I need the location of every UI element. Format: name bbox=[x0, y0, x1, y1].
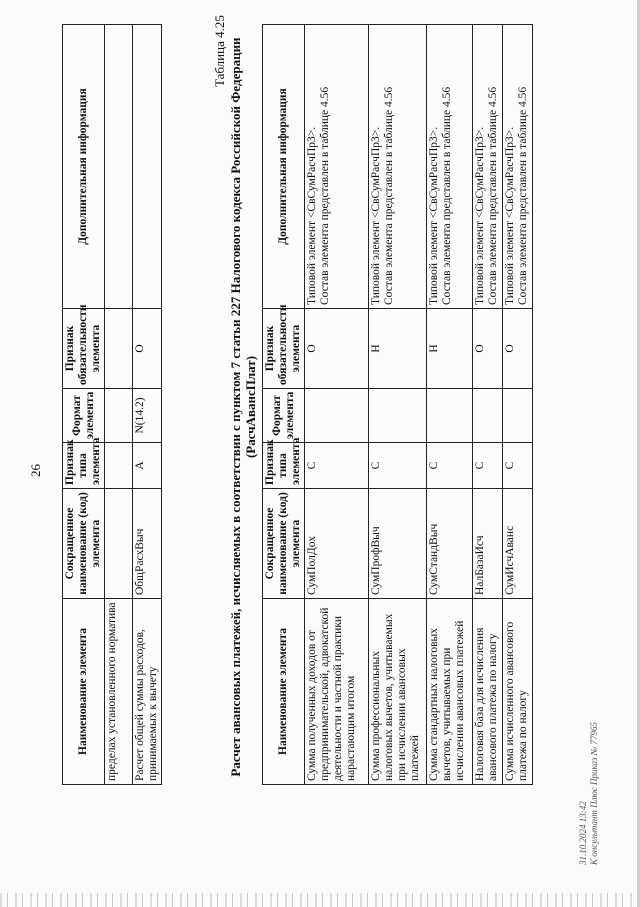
col-header: Признак обязательности элемента bbox=[263, 309, 305, 389]
col-header: Признак типа элемента bbox=[63, 443, 105, 489]
col-header: Дополнительная информация bbox=[63, 25, 105, 309]
col-header: Дополнительная информация bbox=[263, 25, 305, 309]
col-header: Сокращенное наименование (код) элемента bbox=[263, 489, 305, 599]
table-header-row bbox=[63, 25, 105, 785]
col-header: Формат элемента bbox=[263, 389, 305, 443]
table-row: пределах установленного норматива bbox=[105, 25, 133, 785]
table-caption: Таблица 4.25 bbox=[212, 15, 227, 87]
table-title: Расчет авансовых платежей, исчисляемых в соответствии с пунктом 7 статьи 227 Налогового кодекса Российской Федерации (РасчАвансПлат) bbox=[228, 37, 258, 777]
table-row: Расчет общей суммы расходов, принимаемых к вычету ОбщРасхВыч А N(14.2) О bbox=[133, 25, 162, 785]
table-row: Сумма исчисленного авансового платежа по налогу СумИсчАванс С О Типовой элемент <СвСумРасчПр3>. Состав элемента представлен в таблице 4.56 bbox=[503, 25, 533, 785]
print-stamp: 31.10.2024 13:42 К онсультант Плюс Приказ № 77965 bbox=[578, 722, 599, 865]
table-row: Сумма стандартных налоговых вычетов, учитываемых при исчислении авансовых платежей СумСтандВыч С Н Типовой элемент <СвСумРасчПр3>. Состав элемента представлен в таблице 4.56 bbox=[427, 25, 473, 785]
page-number: 26 bbox=[28, 464, 43, 477]
col-header: Сокращенное наименование (код) элемента bbox=[63, 489, 105, 599]
table-row: Сумма полученных доходов от предпринимательской, адвокатской деятельности и частной практики нарастающим итогом СумПолДох С О Типовой элемент <СвСумРасчПр3>. Состав элемента представлен в таблице 4.56 bbox=[305, 25, 369, 785]
continuation-table bbox=[62, 24, 162, 785]
scan-noise bbox=[0, 893, 640, 907]
col-header: Признак типа элемента bbox=[263, 443, 305, 489]
table-header-row bbox=[263, 25, 305, 785]
table-4-25 bbox=[262, 24, 533, 785]
table-row: Налоговая база для исчисления авансового платежа по налогу НалБазаИсч С О Типовой элемент <СвСумРасчПр3>. Состав элемента представлен в таблице 4.56 bbox=[473, 25, 503, 785]
col-header: Формат элемента bbox=[63, 389, 105, 443]
col-header: Признак обязательности элемента bbox=[63, 309, 105, 389]
col-header: Наименование элемента bbox=[63, 599, 105, 785]
col-header: Наименование элемента bbox=[263, 599, 305, 785]
table-row: Сумма профессиональных налоговых вычетов, учитываемых при исчислении авансовых платежей СумПрофВыч С Н Типовой элемент <СвСумРасчПр3>. Состав элемента представлен в таблице 4.56 bbox=[369, 25, 427, 785]
